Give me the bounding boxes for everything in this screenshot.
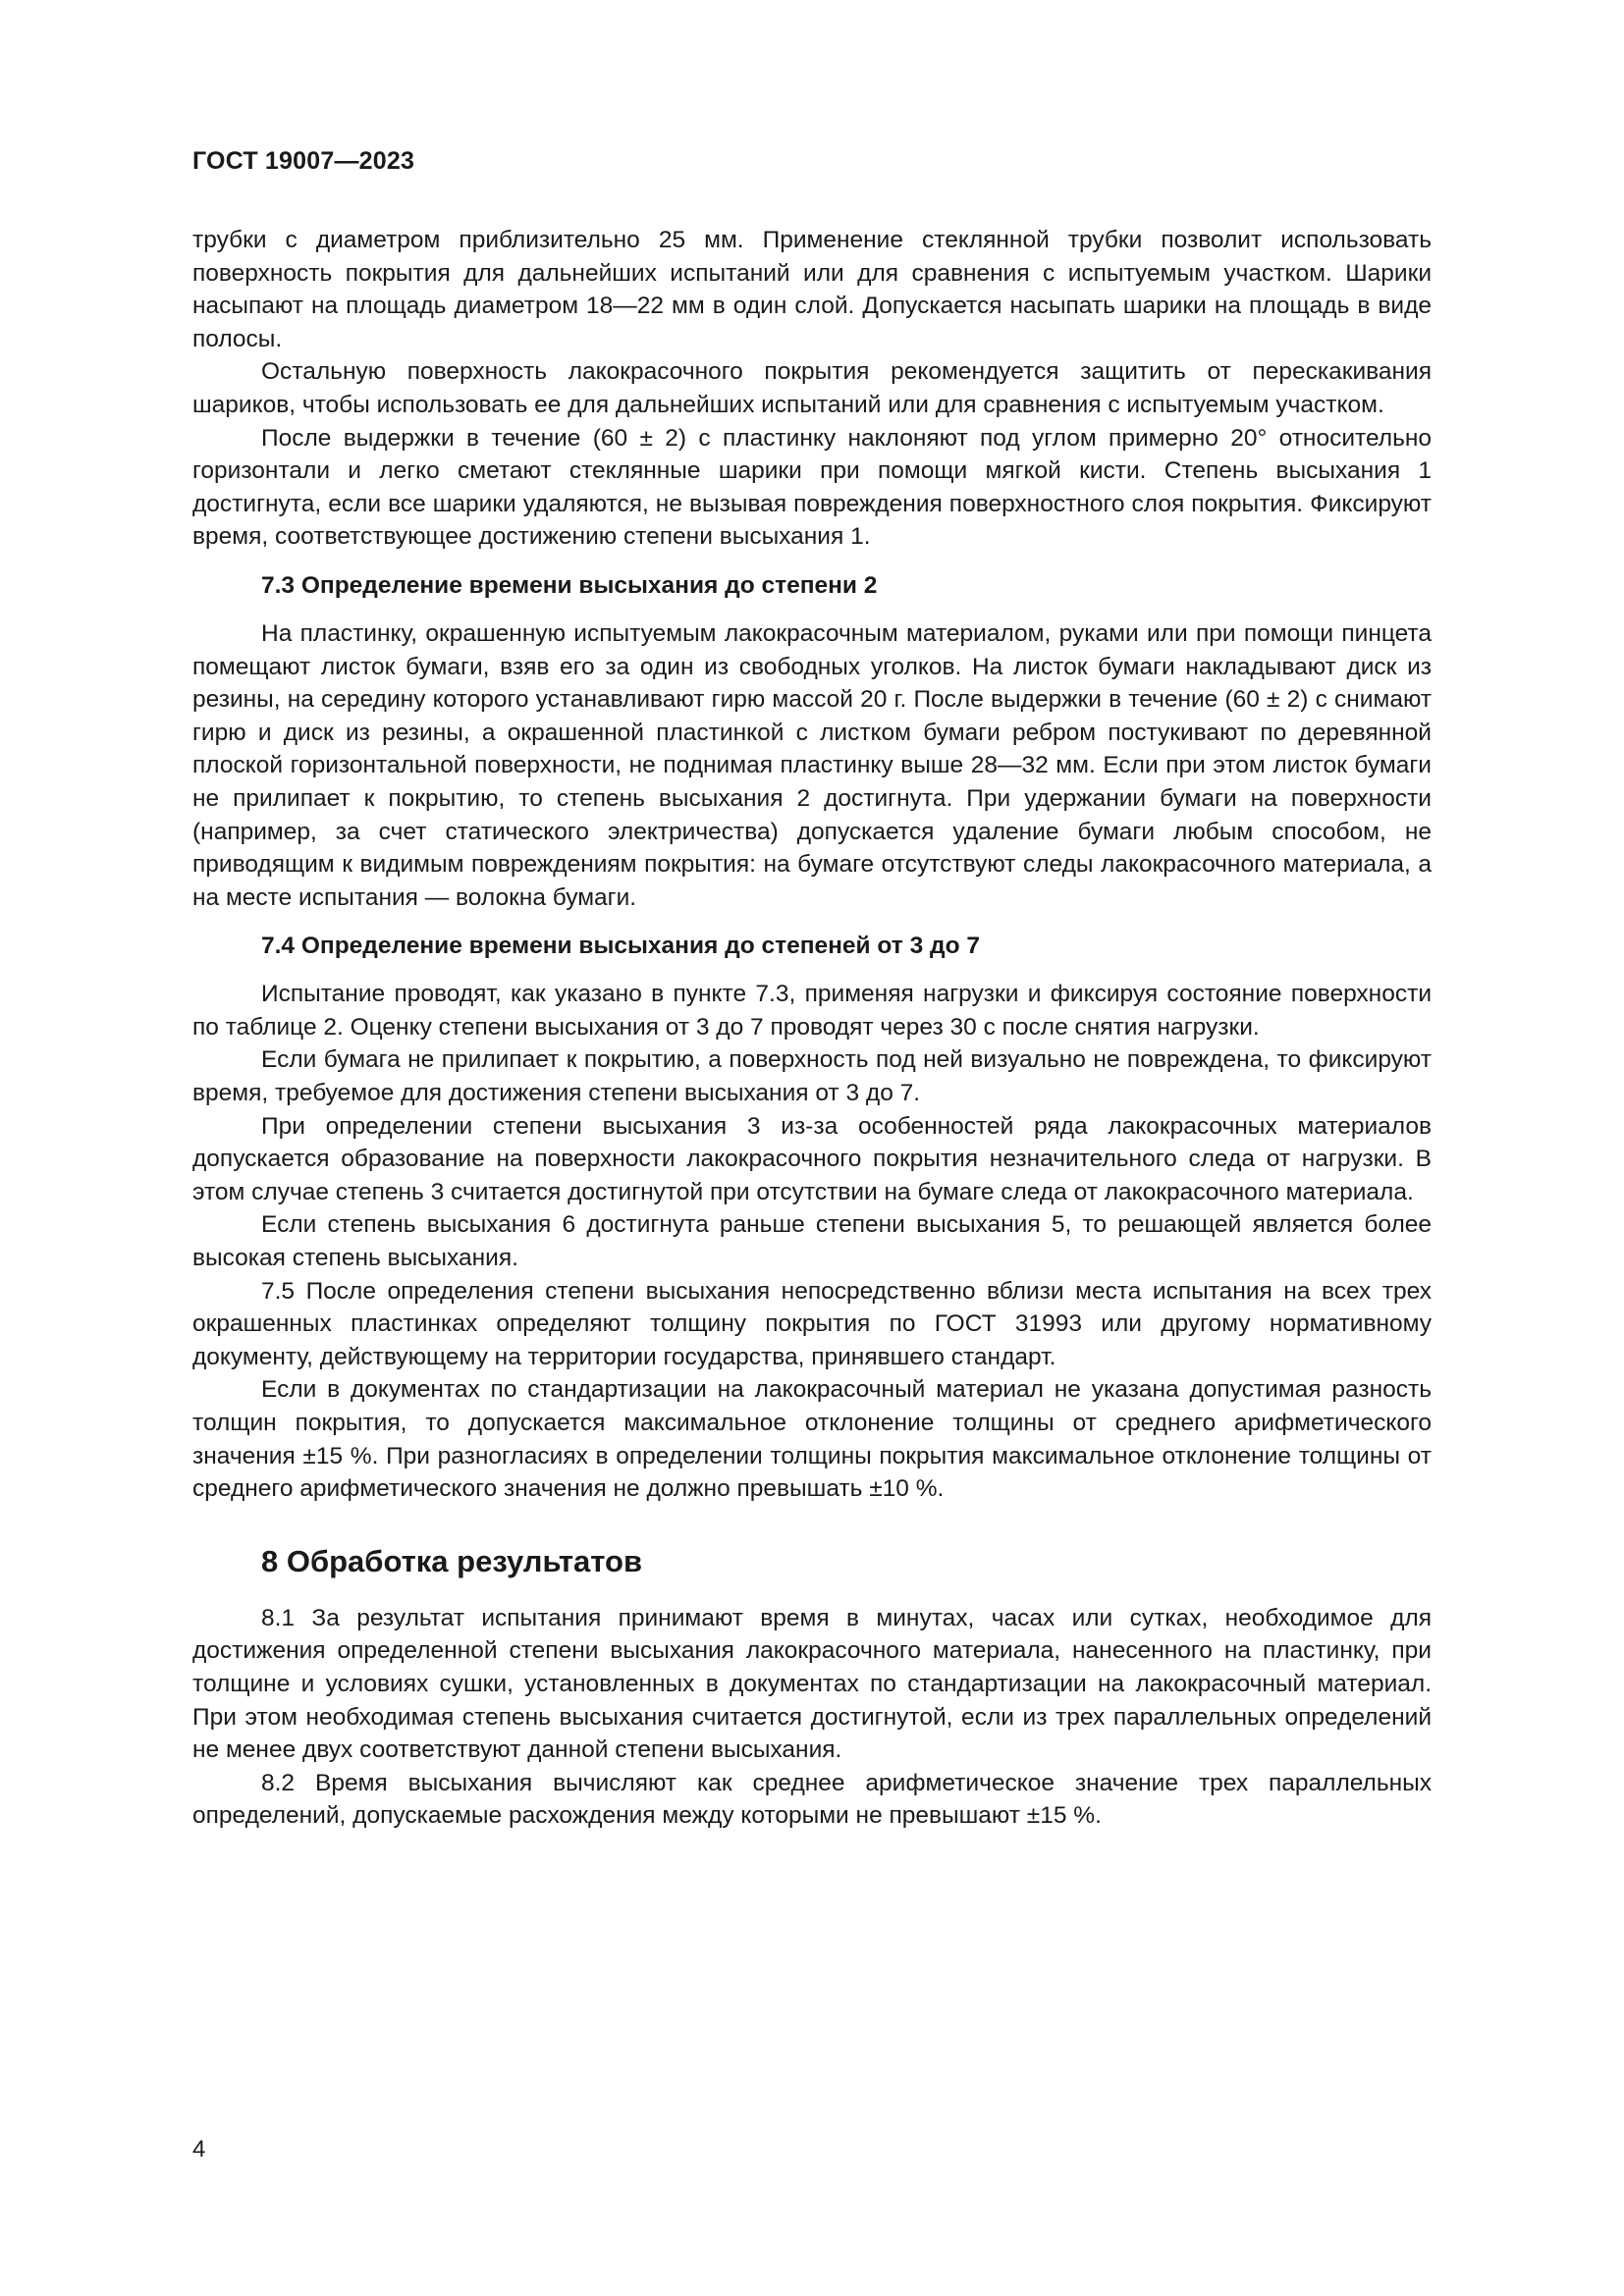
section-heading-7-4: 7.4 Определение времени высыхания до степеней от 3 до 7 [261,933,980,960]
paragraph-8-1: 8.1 За результат испытания принимают время в минутах, часах или сутках, необходимое для достижения определенной степени высыхания лакокрасочного материала, нанесенного на пластинку, при толщине и условиях сушки, установленных в документах по стандартизации на лакокрасочный материал. При этом необходимая степень высыхания считается достигнутой, если из трех параллельных определений не менее двух соответствуют данной степени высыхания. [192,1604,1432,1764]
paragraph: Если бумага не прилипает к покрытию, а поверхность под ней визуально не повреждена, то фиксируют время, требуемое для достижения степени высыхания от 3 до 7. [192,1046,1432,1107]
paragraph: После выдержки в течение (60 ± 2) с пластинку наклоняют под углом примерно 20° относительно горизонтали и легко сметают стеклянные шарики при помощи мягкой кисти. Степень высыхания 1 достигнута, если все шарики удаляются, не вызывая повреждения поверхностного слоя покрытия. Фиксируют время, соответствующее достижению степени высыхания 1. [192,424,1432,551]
paragraph: Остальную поверхность лакокрасочного покрытия рекомендуется защитить от перескакивания шариков, чтобы использовать ее для дальнейших испытаний или для сравнения с испытуемым участком. [192,358,1432,418]
paragraph: На пластинку, окрашенную испытуемым лакокрасочным материалом, руками или при помощи пинцета помещают листок бумаги, взяв его за один из свободных уголков. На листок бумаги накладывают диск из резины, на середину которого устанавливают гирю массой 20 г. После выдержки в течение (60 ± 2) с снимают гирю и диск из резины, а окрашенной пластинкой с листком бумаги ребром постукивают по деревянной плоской горизонтальной поверхности, не поднимая пластинку выше 28—32 мм. Если при этом листок бумаги не прилипает к покрытию, то степень высыхания 2 достигнута. При удержании бумаги на поверхности (например, за счет статического электричества) допускается удаление бумаги любым способом, не приводящим к видимым повреждениям покрытия: на бумаге отсутствуют следы лакокрасочного материала, а на месте испытания — волокна бумаги. [192,619,1432,911]
section-heading-8: 8 Обработка результатов [261,1543,643,1578]
paragraph-7-5: 7.5 После определения степени высыхания непосредственно вблизи места испытания на всех трех окрашенных пластинках определяют толщину покрытия по ГОСТ 31993 или другому нормативному документу, действующему на территории государства, принявшего стандарт. [192,1277,1432,1370]
document-body [192,224,1432,1833]
paragraph-8-2: 8.2 Время высыхания вычисляют как среднее арифметическое значение трех параллельных определений, допускаемые расхождения между которыми не превышают ±15 %. [192,1769,1432,1830]
paragraph: Испытание проводят, как указано в пункте 7.3, применяя нагрузки и фиксируя состояние поверхности по таблице 2. Оценку степени высыхания от 3 до 7 проводят через 30 с после снятия нагрузки. [192,981,1432,1041]
paragraph: Если в документах по стандартизации на лакокрасочный материал не указана допустимая разность толщин покрытия, то допускается максимальное отклонение толщины от среднего арифметического значения ±15 %. При разногласиях в определении толщины покрытия максимальное отклонение толщины от среднего арифметического значения не должно превышать ±10 %. [192,1376,1432,1503]
paragraph: трубки с диаметром приблизительно 25 мм. Применение стеклянной трубки позволит использовать поверхность покрытия для дальнейших испытаний или для сравнения с испытуемым участком. Шарики насыпают на площадь диаметром 18—22 мм в один слой. Допускается насыпать шарики на площадь в виде полосы. [192,227,1432,352]
paragraph: При определении степени высыхания 3 из-за особенностей ряда лакокрасочных материалов допускается образование на поверхности лакокрасочного покрытия незначительного следа от нагрузки. В этом случае степень 3 считается достигнутой при отсутствии на бумаге следа от лакокрасочного материала. [192,1112,1432,1205]
section-heading-7-3: 7.3 Определение времени высыхания до степени 2 [261,571,878,599]
paragraph: Если степень высыхания 6 достигнута раньше степени высыхания 5, то решающей является более высокая степень высыхания. [192,1211,1432,1272]
page-number: 4 [192,2136,206,2163]
document-code-header: ГОСТ 19007—2023 [192,147,415,175]
